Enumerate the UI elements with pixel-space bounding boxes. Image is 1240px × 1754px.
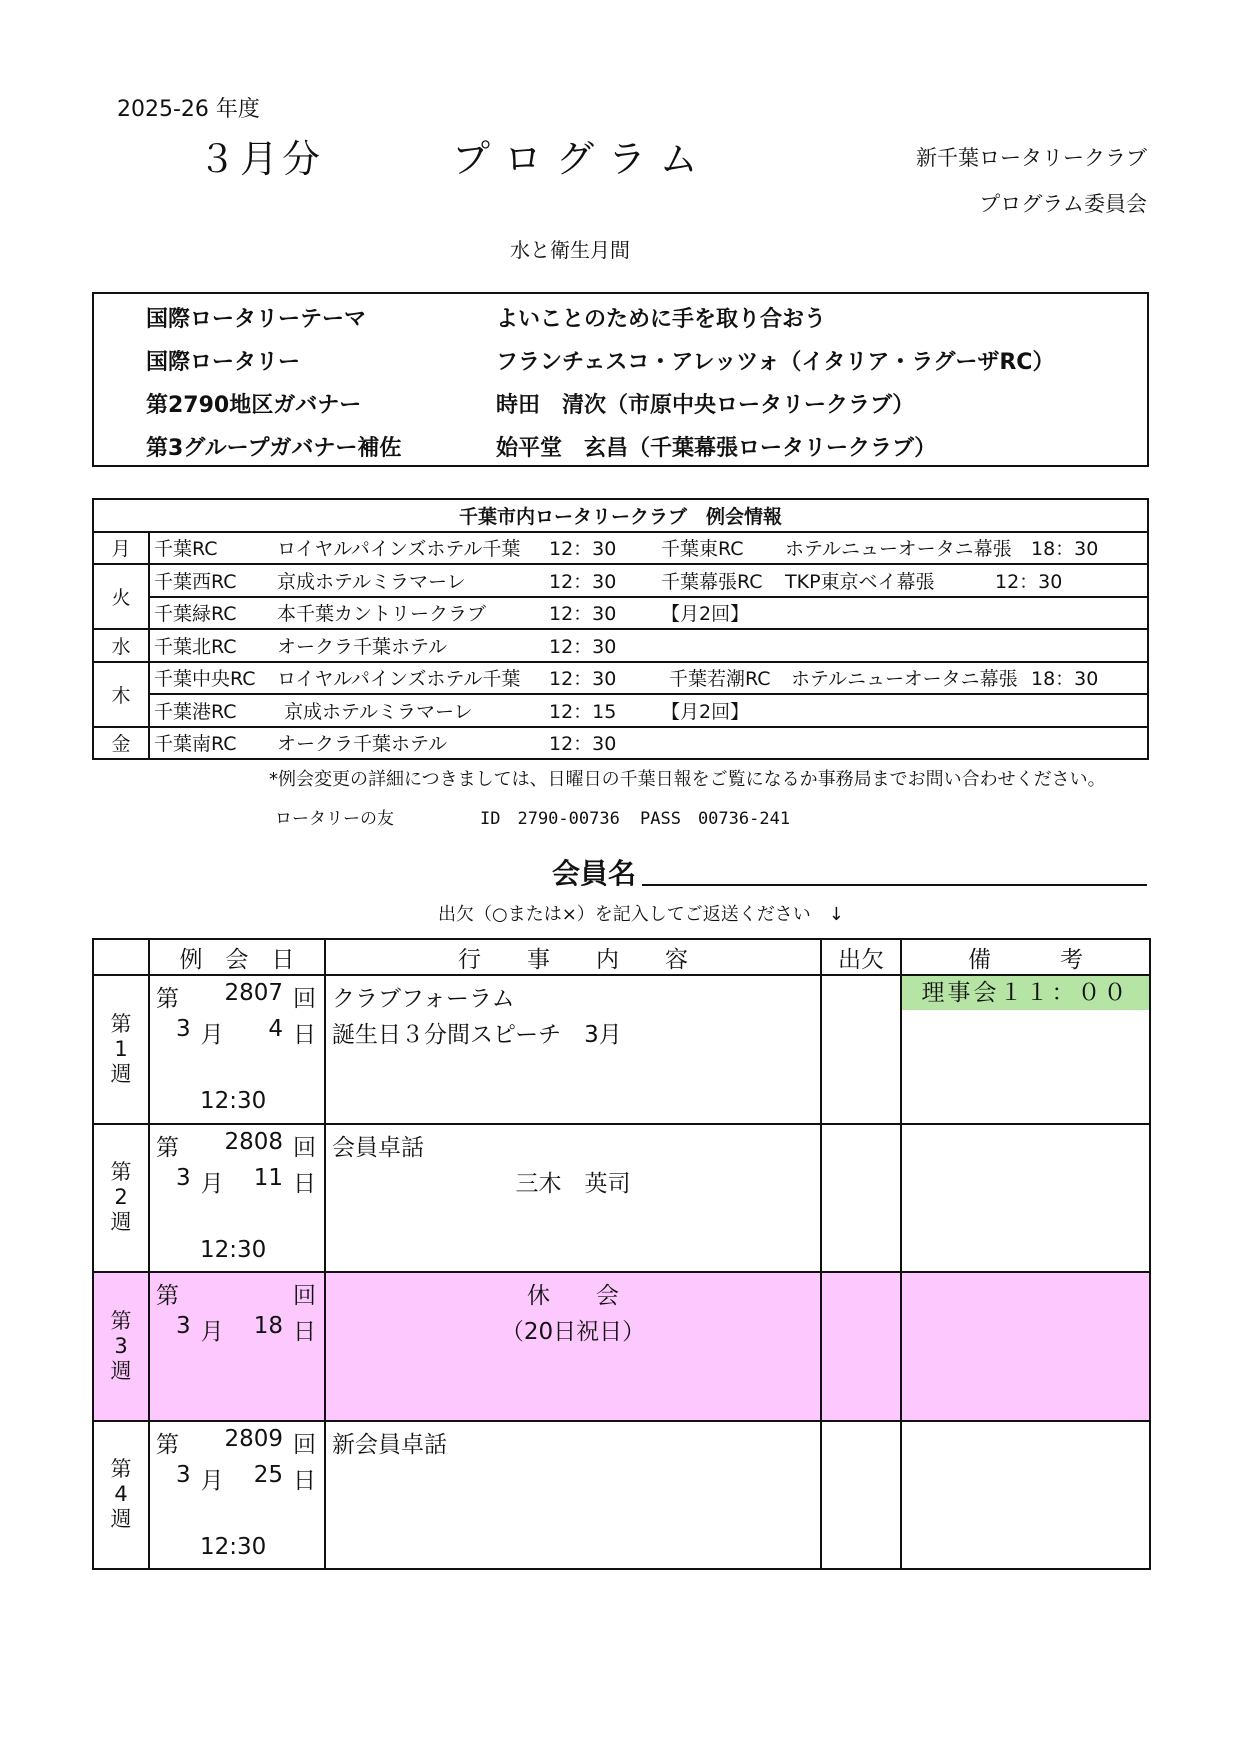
info-row [146, 302, 826, 333]
table-row [93, 694, 1148, 727]
week-label: 第 3 週 [93, 1272, 149, 1420]
club-venue: 本千葉カントリークラブ [277, 603, 487, 626]
day-thu: 木 [93, 662, 149, 727]
club-time: 12：30 [549, 635, 617, 658]
attendance-header: 出欠 [821, 939, 901, 975]
tomo-id: ID 2790-00736 [480, 809, 620, 829]
tsuki: 月 [200, 1170, 224, 1197]
tsuki: 月 [200, 1319, 224, 1346]
info-value: フランチェスコ・アレッツォ（イタリア・ラグーザRC） [496, 350, 1055, 375]
fiscal-year: 2025-26 年度 [117, 97, 260, 122]
kai: 回 [293, 1134, 316, 1161]
club-time: 18：30 [1031, 538, 1099, 561]
club-time: 12：30 [995, 570, 1063, 593]
meeting-day: 25 [253, 1461, 283, 1488]
event-line: 会員卓話 [332, 1134, 424, 1161]
club-name-cell: 千葉幕張RC [661, 570, 763, 593]
week-label: 第 1 週 [93, 975, 149, 1123]
month-theme: 水と衛生月間 [510, 238, 630, 262]
nichi: 日 [293, 1467, 316, 1494]
club-venue: オークラ千葉ホテル [277, 733, 448, 756]
tomo-label: ロータリーの友 [275, 809, 394, 829]
club-name-cell: 千葉緑RC [154, 603, 237, 626]
day-wed: 水 [93, 629, 149, 662]
club-time: 12：30 [549, 538, 617, 561]
club-venue: ロイヤルパインズホテル千葉 [277, 538, 521, 561]
club-table-title: 千葉市内ロータリークラブ 例会情報 [93, 499, 1148, 532]
club-time: 18：30 [1031, 668, 1099, 691]
tsuki: 月 [200, 1022, 224, 1049]
day-tue: 火 [93, 564, 149, 629]
meeting-time: 12:30 [200, 1236, 267, 1263]
club-time: 12：30 [549, 668, 617, 691]
meeting-date-cell [149, 1272, 325, 1420]
month-title: ３月分 [198, 137, 325, 181]
club-time: 12：30 [549, 733, 617, 756]
holiday-reason: （20日祝日） [500, 1319, 646, 1346]
remarks-cell [901, 1124, 1150, 1272]
club-name: 新千葉ロータリークラブ [916, 146, 1147, 170]
kai: 回 [293, 1431, 316, 1458]
kai: 回 [293, 1283, 316, 1310]
content-header: 行 事 内 容 [325, 939, 821, 975]
attendance-cell[interactable] [821, 1272, 901, 1420]
day-fri: 金 [93, 727, 149, 760]
rotary-info-box [92, 292, 1149, 467]
attendance-cell[interactable] [821, 1124, 901, 1272]
meeting-number: 2807 [224, 980, 283, 1007]
info-label: 国際ロータリー [146, 350, 301, 375]
event-cell [325, 975, 821, 1123]
meeting-month: 3 [176, 1313, 191, 1340]
info-label: 国際ロータリーテーマ [146, 307, 367, 332]
info-row [146, 345, 1054, 376]
meeting-month: 3 [176, 1461, 191, 1488]
rotary-tomo-login [275, 804, 790, 829]
club-cell [149, 727, 1148, 760]
club-name-cell: 千葉西RC [154, 570, 237, 593]
event-cell [325, 1272, 821, 1420]
club-time: 12：30 [549, 570, 617, 593]
remarks-cell [901, 975, 1150, 1123]
event-cell [325, 1124, 821, 1272]
club-time: 12：15 [549, 700, 617, 723]
week-header [93, 939, 149, 975]
meeting-day: 18 [253, 1313, 283, 1340]
nichi: 日 [293, 1022, 316, 1049]
speaker-name: 三木 英司 [515, 1170, 631, 1197]
club-venue: TKP東京ベイ幕張 [785, 570, 935, 593]
meeting-number: 2808 [224, 1128, 283, 1155]
meeting-time: 12:30 [200, 1533, 267, 1560]
club-frequency: 【月2回】 [661, 700, 750, 723]
meeting-date-cell [149, 1421, 325, 1569]
club-name-cell: 千葉港RC [154, 700, 237, 723]
club-name-cell: 千葉RC [154, 538, 218, 561]
table-row [93, 597, 1148, 630]
meeting-date-cell [149, 975, 325, 1123]
event-line: 誕生日３分間スピーチ 3月 [332, 1022, 622, 1049]
info-label: 第3グループガバナー補佐 [146, 436, 402, 461]
club-name-cell: 千葉中央RC [154, 668, 256, 691]
meeting-day: 4 [268, 1016, 283, 1043]
club-venue: ロイヤルパインズホテル千葉 [277, 668, 521, 691]
day-mon: 月 [93, 532, 149, 565]
remarks-cell [901, 1421, 1150, 1569]
club-cell [149, 662, 1148, 695]
info-value: よいことのために手を取り合おう [496, 307, 827, 332]
table-row [93, 1124, 1150, 1272]
week-label: 第 2 週 [93, 1124, 149, 1272]
info-row [146, 388, 914, 419]
dai: 第 [156, 1283, 179, 1310]
dai: 第 [156, 1134, 179, 1161]
club-cell [149, 694, 1148, 727]
club-venue: 京成ホテルミラマーレ [277, 570, 466, 593]
club-cell [149, 564, 1148, 597]
attendance-cell[interactable] [821, 975, 901, 1123]
committee-name: プログラム委員会 [979, 192, 1147, 216]
club-venue: ホテルニューオータニ幕張 [791, 668, 1018, 691]
event-line: クラブフォーラム [332, 986, 515, 1013]
table-row [93, 564, 1148, 597]
attendance-cell[interactable] [821, 1421, 901, 1569]
meeting-month: 3 [176, 1016, 191, 1043]
tsuki: 月 [200, 1467, 224, 1494]
info-row [146, 431, 936, 462]
tomo-pass: PASS 00736-241 [640, 809, 791, 829]
club-venue: ホテルニューオータニ幕張 [785, 538, 1012, 561]
info-value: 始平堂 玄昌（千葉幕張ロータリークラブ） [496, 436, 937, 461]
info-value: 時田 清次（市原中央ロータリークラブ） [496, 393, 915, 418]
program-title: プログラム [452, 137, 712, 181]
date-header: 例 会 日 [149, 939, 325, 975]
event-line: 新会員卓話 [332, 1431, 447, 1458]
remarks-header: 備 考 [901, 939, 1150, 975]
table-row [93, 1421, 1150, 1569]
attendance-instruction: 出欠（○または×）を記入してご返送ください ↓ [438, 904, 844, 925]
schedule-table [92, 938, 1151, 1570]
club-cell [149, 597, 1148, 630]
member-name-field[interactable] [642, 884, 1147, 886]
kai: 回 [293, 986, 316, 1013]
nichi: 日 [293, 1319, 316, 1346]
club-cell [149, 532, 1148, 565]
club-name-cell: 千葉南RC [154, 733, 237, 756]
nichi: 日 [293, 1170, 316, 1197]
club-frequency: 【月2回】 [661, 603, 750, 626]
dai: 第 [156, 1431, 179, 1458]
info-label: 第2790地区ガバナー [146, 393, 362, 418]
board-meeting-note: 理事会１１：００ [902, 976, 1149, 1010]
table-row [93, 662, 1148, 695]
meeting-date-cell [149, 1124, 325, 1272]
club-venue: 京成ホテルミラマーレ [284, 700, 473, 723]
meeting-number: 2809 [224, 1425, 283, 1452]
meeting-time: 12:30 [200, 1088, 267, 1115]
club-venue: オークラ千葉ホテル [277, 635, 448, 658]
schedule-header [93, 939, 1150, 975]
club-name-cell: 千葉東RC [661, 538, 744, 561]
meeting-month: 3 [176, 1164, 191, 1191]
table-row [93, 629, 1148, 662]
club-cell [149, 629, 1148, 662]
meeting-change-note: *例会変更の詳細につきましては、日曜日の千葉日報をご覧になるか事務局までお問い合わせください。 [269, 769, 1106, 790]
table-row [93, 532, 1148, 565]
club-name-cell: 千葉北RC [154, 635, 237, 658]
dai: 第 [156, 986, 179, 1013]
club-name-cell: 千葉若潮RC [669, 668, 771, 691]
table-row [93, 727, 1148, 760]
remarks-cell [901, 1272, 1150, 1420]
table-row [93, 1272, 1150, 1420]
holiday-label: 休 会 [527, 1283, 619, 1310]
club-time: 12：30 [549, 603, 617, 626]
club-meeting-table [92, 498, 1149, 760]
meeting-day: 11 [253, 1164, 283, 1191]
member-name-label: 会員名 [552, 857, 637, 890]
table-row [93, 975, 1150, 1123]
week-label: 第 4 週 [93, 1421, 149, 1569]
event-cell [325, 1421, 821, 1569]
